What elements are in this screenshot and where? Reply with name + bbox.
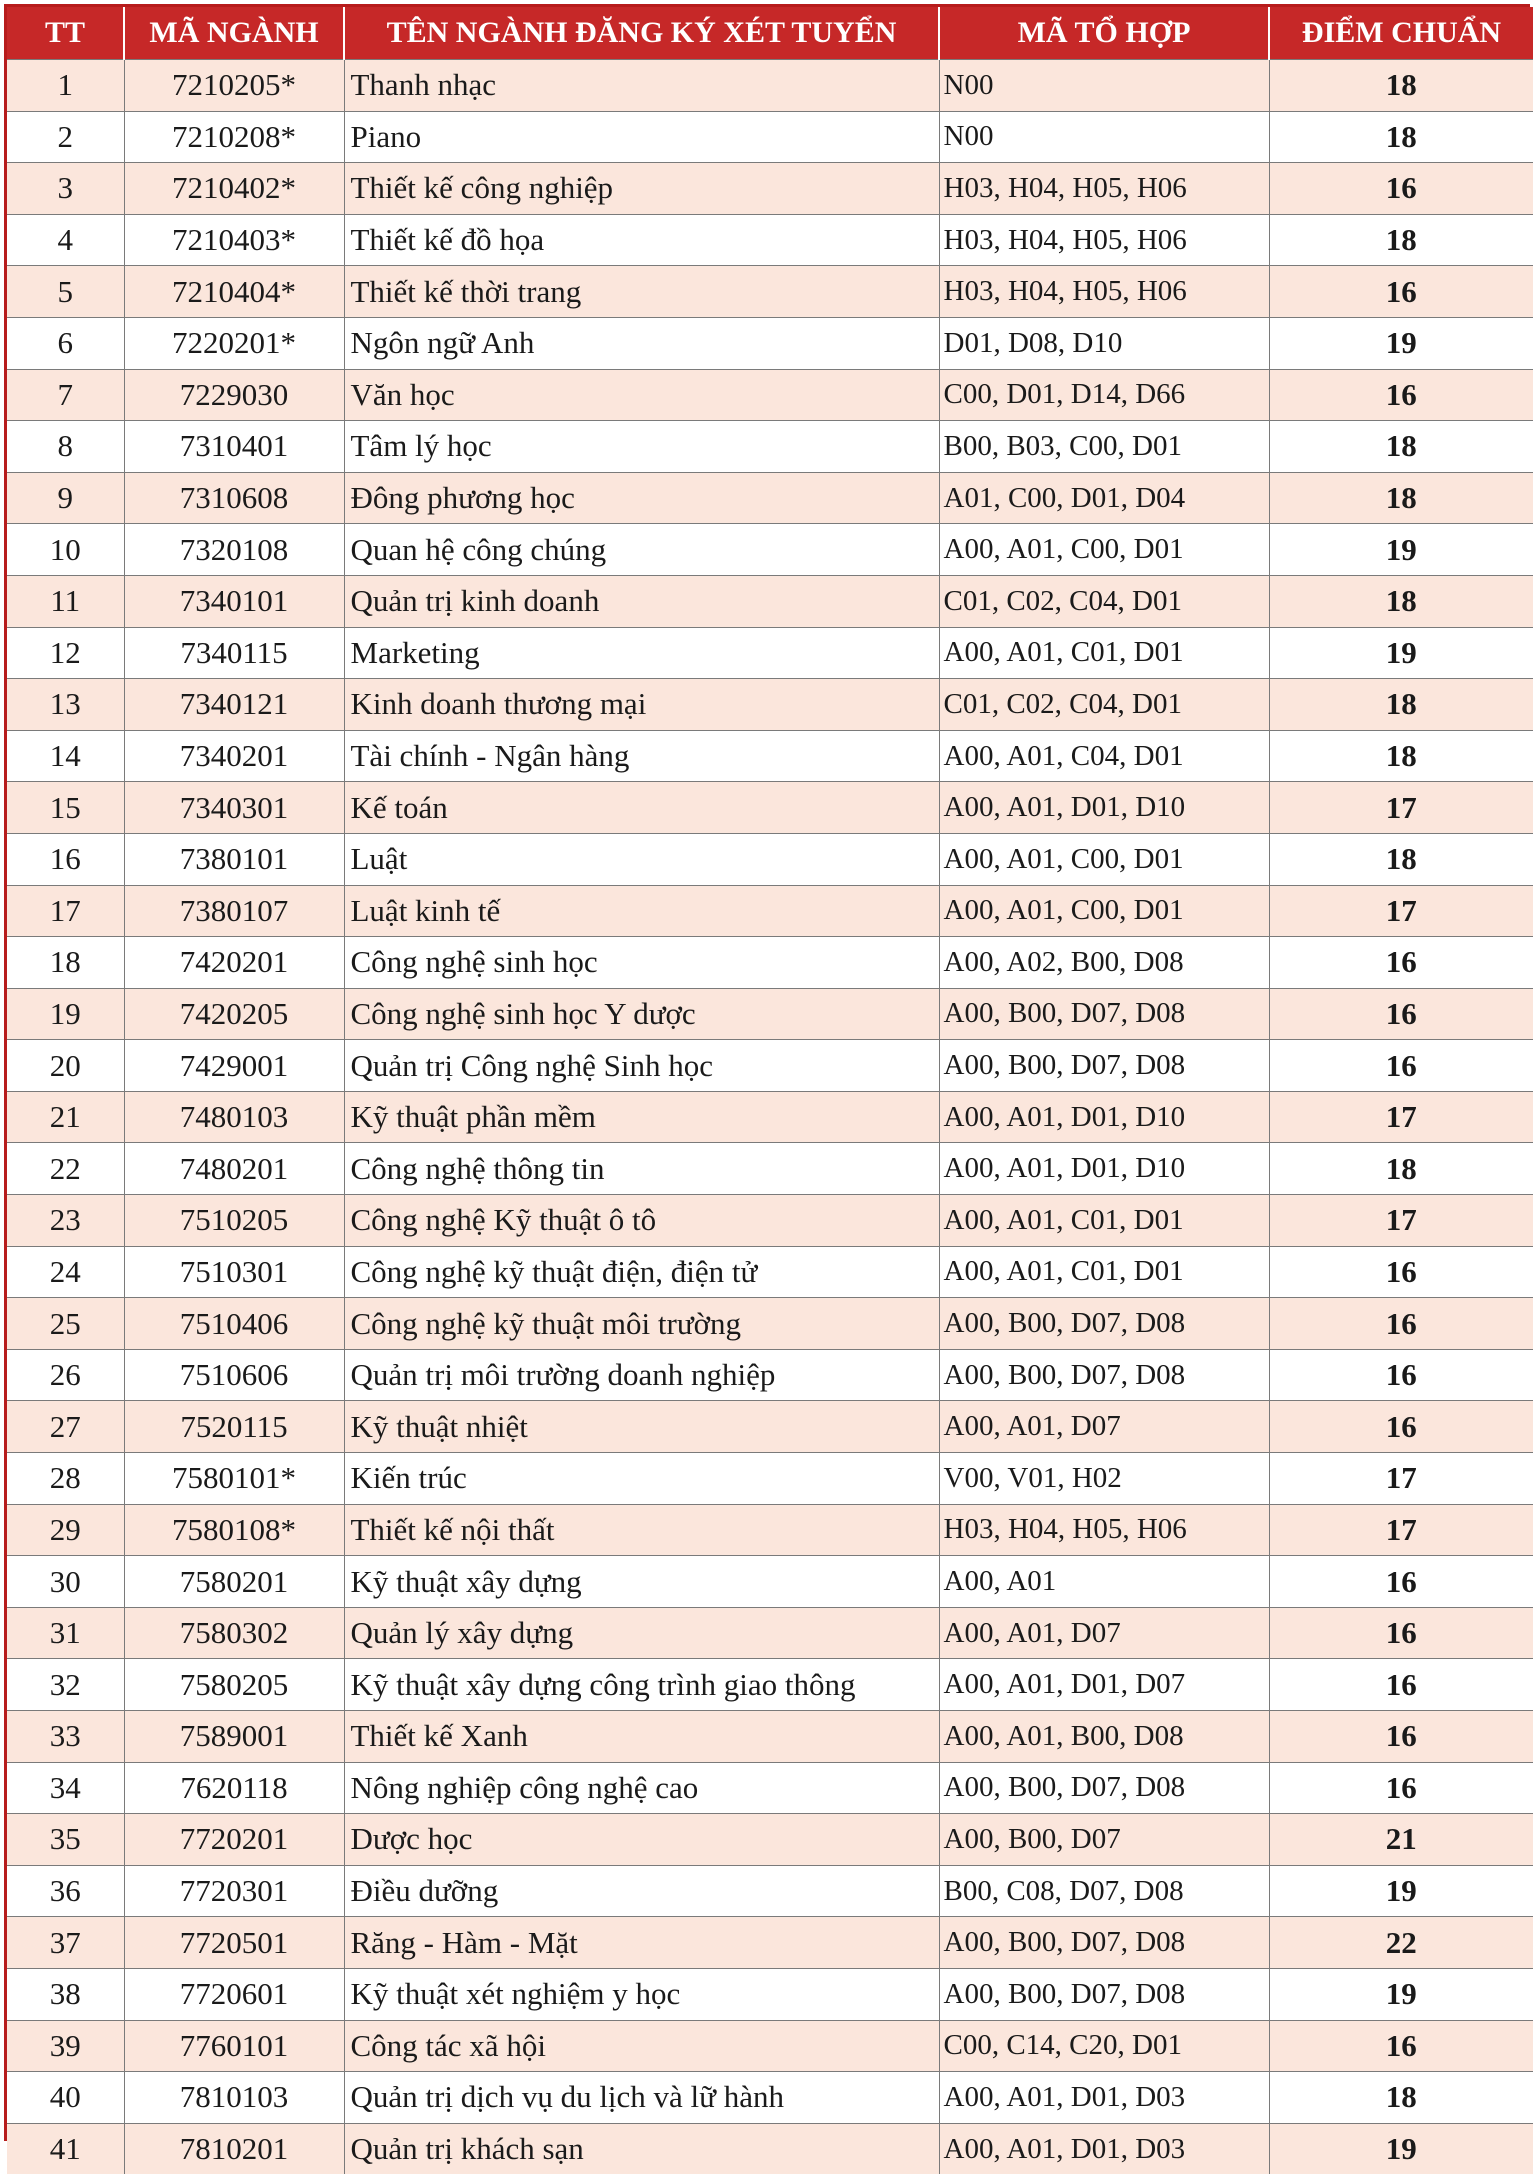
- cell-benchmark-score: 17: [1269, 1453, 1533, 1505]
- cell-major-code: 7720601: [124, 1968, 344, 2020]
- cell-major-code: 7429001: [124, 1040, 344, 1092]
- cell-combination-code: A00, A01, D07: [939, 1401, 1269, 1453]
- table-row: [7, 111, 1533, 163]
- cell-major-code: 7340121: [124, 679, 344, 731]
- cell-benchmark-score: 16: [1269, 1607, 1533, 1659]
- cell-combination-code: A00, A01: [939, 1556, 1269, 1608]
- cell-combination-code: A00, A01, C04, D01: [939, 730, 1269, 782]
- cell-major-code: 7720501: [124, 1917, 344, 1969]
- cell-combination-code: C01, C02, C04, D01: [939, 575, 1269, 627]
- header-major-code: MÃ NGÀNH: [124, 7, 344, 60]
- table-row: [7, 1814, 1533, 1866]
- cell-benchmark-score: 16: [1269, 1659, 1533, 1711]
- cell-combination-code: A00, B00, D07, D08: [939, 1917, 1269, 1969]
- cell-combination-code: A00, A01, C01, D01: [939, 1246, 1269, 1298]
- cell-major-name: Luật kinh tế: [344, 885, 939, 937]
- table-row: [7, 2072, 1533, 2124]
- cell-tt: 4: [7, 214, 124, 266]
- cell-major-name: Điều dưỡng: [344, 1865, 939, 1917]
- cell-benchmark-score: 16: [1269, 1401, 1533, 1453]
- table-row: [7, 2020, 1533, 2072]
- cell-benchmark-score: 19: [1269, 2123, 1533, 2174]
- cell-combination-code: H03, H04, H05, H06: [939, 163, 1269, 215]
- table-row: [7, 1195, 1533, 1247]
- cell-combination-code: A00, B00, D07, D08: [939, 1298, 1269, 1350]
- cell-combination-code: N00: [939, 111, 1269, 163]
- cell-benchmark-score: 17: [1269, 1091, 1533, 1143]
- cell-tt: 28: [7, 1453, 124, 1505]
- cell-major-name: Kỹ thuật xét nghiệm y học: [344, 1968, 939, 2020]
- cell-benchmark-score: 17: [1269, 1504, 1533, 1556]
- cell-tt: 7: [7, 369, 124, 421]
- table-row: [7, 575, 1533, 627]
- table-row: [7, 1298, 1533, 1350]
- cell-major-name: Tâm lý học: [344, 421, 939, 473]
- cell-benchmark-score: 18: [1269, 214, 1533, 266]
- table-row: [7, 1401, 1533, 1453]
- cell-major-code: 7340115: [124, 627, 344, 679]
- cell-combination-code: A00, A01, D01, D03: [939, 2123, 1269, 2174]
- admission-table-frame: [4, 4, 1530, 2141]
- cell-benchmark-score: 16: [1269, 2020, 1533, 2072]
- cell-tt: 10: [7, 524, 124, 576]
- cell-combination-code: C01, C02, C04, D01: [939, 679, 1269, 731]
- cell-tt: 23: [7, 1195, 124, 1247]
- cell-tt: 16: [7, 833, 124, 885]
- cell-combination-code: A00, A01, D01, D07: [939, 1659, 1269, 1711]
- cell-major-name: Piano: [344, 111, 939, 163]
- table-row: [7, 266, 1533, 318]
- table-row: [7, 679, 1533, 731]
- cell-major-name: Răng - Hàm - Mặt: [344, 1917, 939, 1969]
- table-row: [7, 1607, 1533, 1659]
- cell-major-code: 7720201: [124, 1814, 344, 1866]
- table-row: [7, 730, 1533, 782]
- cell-major-name: Văn học: [344, 369, 939, 421]
- cell-major-name: Thiết kế công nghiệp: [344, 163, 939, 215]
- table-row: [7, 833, 1533, 885]
- cell-combination-code: H03, H04, H05, H06: [939, 1504, 1269, 1556]
- cell-major-name: Quản trị môi trường doanh nghiệp: [344, 1349, 939, 1401]
- cell-combination-code: A00, A01, C00, D01: [939, 833, 1269, 885]
- cell-major-code: 7210208*: [124, 111, 344, 163]
- cell-major-code: 7229030: [124, 369, 344, 421]
- cell-tt: 24: [7, 1246, 124, 1298]
- cell-major-code: 7620118: [124, 1762, 344, 1814]
- cell-tt: 38: [7, 1968, 124, 2020]
- cell-major-name: Nông nghiệp công nghệ cao: [344, 1762, 939, 1814]
- cell-combination-code: C00, C14, C20, D01: [939, 2020, 1269, 2072]
- cell-tt: 27: [7, 1401, 124, 1453]
- cell-major-name: Thiết kế nội thất: [344, 1504, 939, 1556]
- cell-tt: 8: [7, 421, 124, 473]
- cell-major-name: Quản trị khách sạn: [344, 2123, 939, 2174]
- cell-tt: 18: [7, 937, 124, 989]
- cell-major-name: Thiết kế thời trang: [344, 266, 939, 318]
- cell-benchmark-score: 18: [1269, 1143, 1533, 1195]
- cell-major-name: Công tác xã hội: [344, 2020, 939, 2072]
- cell-tt: 20: [7, 1040, 124, 1092]
- cell-combination-code: A00, A01, C00, D01: [939, 524, 1269, 576]
- table-row: [7, 1143, 1533, 1195]
- cell-major-code: 7589001: [124, 1711, 344, 1763]
- cell-major-code: 7480103: [124, 1091, 344, 1143]
- cell-benchmark-score: 16: [1269, 1298, 1533, 1350]
- cell-major-name: Tài chính - Ngân hàng: [344, 730, 939, 782]
- cell-major-code: 7510606: [124, 1349, 344, 1401]
- cell-combination-code: A01, C00, D01, D04: [939, 472, 1269, 524]
- table-row: [7, 937, 1533, 989]
- cell-tt: 9: [7, 472, 124, 524]
- table-row: [7, 1659, 1533, 1711]
- table-row: [7, 1968, 1533, 2020]
- cell-benchmark-score: 16: [1269, 937, 1533, 989]
- cell-major-name: Quản trị kinh doanh: [344, 575, 939, 627]
- cell-major-code: 7510406: [124, 1298, 344, 1350]
- cell-combination-code: A00, A01, D07: [939, 1607, 1269, 1659]
- cell-combination-code: A00, A01, D01, D10: [939, 1143, 1269, 1195]
- cell-major-name: Công nghệ kỹ thuật môi trường: [344, 1298, 939, 1350]
- cell-major-code: 7580108*: [124, 1504, 344, 1556]
- cell-combination-code: N00: [939, 60, 1269, 112]
- cell-combination-code: H03, H04, H05, H06: [939, 214, 1269, 266]
- table-row: [7, 317, 1533, 369]
- cell-benchmark-score: 17: [1269, 1195, 1533, 1247]
- table-row: [7, 421, 1533, 473]
- table-row: [7, 524, 1533, 576]
- cell-major-name: Kiến trúc: [344, 1453, 939, 1505]
- cell-major-code: 7580205: [124, 1659, 344, 1711]
- cell-tt: 32: [7, 1659, 124, 1711]
- table-row: [7, 627, 1533, 679]
- cell-tt: 13: [7, 679, 124, 731]
- cell-tt: 1: [7, 60, 124, 112]
- cell-combination-code: A00, A01, D01, D10: [939, 782, 1269, 834]
- cell-major-name: Công nghệ sinh học: [344, 937, 939, 989]
- cell-tt: 30: [7, 1556, 124, 1608]
- cell-benchmark-score: 19: [1269, 1865, 1533, 1917]
- cell-tt: 5: [7, 266, 124, 318]
- cell-combination-code: A00, A01, B00, D08: [939, 1711, 1269, 1763]
- cell-major-code: 7810103: [124, 2072, 344, 2124]
- cell-benchmark-score: 19: [1269, 1968, 1533, 2020]
- cell-major-name: Thiết kế Xanh: [344, 1711, 939, 1763]
- cell-tt: 34: [7, 1762, 124, 1814]
- cell-tt: 37: [7, 1917, 124, 1969]
- cell-benchmark-score: 16: [1269, 266, 1533, 318]
- table-row: [7, 1711, 1533, 1763]
- cell-major-name: Công nghệ kỹ thuật điện, điện tử: [344, 1246, 939, 1298]
- cell-tt: 21: [7, 1091, 124, 1143]
- table-row: [7, 1917, 1533, 1969]
- cell-tt: 36: [7, 1865, 124, 1917]
- table-row: [7, 1040, 1533, 1092]
- table-row: [7, 369, 1533, 421]
- cell-benchmark-score: 18: [1269, 421, 1533, 473]
- cell-combination-code: A00, B00, D07, D08: [939, 1762, 1269, 1814]
- cell-benchmark-score: 18: [1269, 111, 1533, 163]
- cell-combination-code: A00, A01, C01, D01: [939, 627, 1269, 679]
- cell-tt: 29: [7, 1504, 124, 1556]
- cell-combination-code: A00, A01, D01, D03: [939, 2072, 1269, 2124]
- table-body: [7, 60, 1533, 2174]
- cell-combination-code: A00, A02, B00, D08: [939, 937, 1269, 989]
- cell-major-code: 7320108: [124, 524, 344, 576]
- cell-tt: 41: [7, 2123, 124, 2174]
- cell-tt: 26: [7, 1349, 124, 1401]
- cell-benchmark-score: 19: [1269, 627, 1533, 679]
- cell-tt: 11: [7, 575, 124, 627]
- cell-benchmark-score: 16: [1269, 988, 1533, 1040]
- cell-major-name: Kỹ thuật nhiệt: [344, 1401, 939, 1453]
- cell-tt: 22: [7, 1143, 124, 1195]
- cell-major-code: 7340101: [124, 575, 344, 627]
- cell-benchmark-score: 16: [1269, 1349, 1533, 1401]
- cell-tt: 25: [7, 1298, 124, 1350]
- cell-tt: 15: [7, 782, 124, 834]
- cell-major-code: 7480201: [124, 1143, 344, 1195]
- cell-benchmark-score: 18: [1269, 575, 1533, 627]
- cell-major-code: 7380107: [124, 885, 344, 937]
- table-row: [7, 214, 1533, 266]
- cell-benchmark-score: 16: [1269, 1762, 1533, 1814]
- cell-major-code: 7380101: [124, 833, 344, 885]
- table-row: [7, 782, 1533, 834]
- cell-major-name: Kinh doanh thương mại: [344, 679, 939, 731]
- cell-tt: 35: [7, 1814, 124, 1866]
- cell-benchmark-score: 16: [1269, 1556, 1533, 1608]
- table-row: [7, 1865, 1533, 1917]
- cell-major-code: 7210205*: [124, 60, 344, 112]
- cell-combination-code: A00, B00, D07, D08: [939, 1968, 1269, 2020]
- header-major-name: TÊN NGÀNH ĐĂNG KÝ XÉT TUYỂN: [344, 7, 939, 60]
- header-tt: TT: [7, 7, 124, 60]
- header-combination-code: MÃ TỔ HỢP: [939, 7, 1269, 60]
- table-row: [7, 163, 1533, 215]
- header-benchmark-score: ĐIỂM CHUẨN: [1269, 7, 1533, 60]
- cell-major-name: Thanh nhạc: [344, 60, 939, 112]
- cell-combination-code: A00, A01, C00, D01: [939, 885, 1269, 937]
- cell-major-name: Quan hệ công chúng: [344, 524, 939, 576]
- cell-combination-code: A00, B00, D07: [939, 1814, 1269, 1866]
- cell-major-code: 7520115: [124, 1401, 344, 1453]
- cell-benchmark-score: 18: [1269, 679, 1533, 731]
- cell-tt: 3: [7, 163, 124, 215]
- cell-major-name: Quản trị Công nghệ Sinh học: [344, 1040, 939, 1092]
- table-row: [7, 60, 1533, 112]
- cell-major-code: 7580101*: [124, 1453, 344, 1505]
- cell-major-code: 7340301: [124, 782, 344, 834]
- cell-combination-code: A00, B00, D07, D08: [939, 988, 1269, 1040]
- cell-tt: 19: [7, 988, 124, 1040]
- cell-major-code: 7510301: [124, 1246, 344, 1298]
- cell-benchmark-score: 16: [1269, 163, 1533, 215]
- cell-combination-code: A00, A01, C01, D01: [939, 1195, 1269, 1247]
- cell-major-name: Quản lý xây dựng: [344, 1607, 939, 1659]
- cell-major-name: Đông phương học: [344, 472, 939, 524]
- cell-major-name: Công nghệ Kỹ thuật ô tô: [344, 1195, 939, 1247]
- cell-major-name: Luật: [344, 833, 939, 885]
- cell-tt: 39: [7, 2020, 124, 2072]
- table-row: [7, 885, 1533, 937]
- table-row: [7, 1762, 1533, 1814]
- cell-major-code: 7220201*: [124, 317, 344, 369]
- cell-major-code: 7210402*: [124, 163, 344, 215]
- table-row: [7, 1349, 1533, 1401]
- cell-major-name: Thiết kế đồ họa: [344, 214, 939, 266]
- cell-major-name: Dược học: [344, 1814, 939, 1866]
- cell-benchmark-score: 19: [1269, 524, 1533, 576]
- cell-benchmark-score: 18: [1269, 2072, 1533, 2124]
- table-row: [7, 1246, 1533, 1298]
- table-row: [7, 1504, 1533, 1556]
- cell-major-code: 7580302: [124, 1607, 344, 1659]
- cell-benchmark-score: 16: [1269, 1040, 1533, 1092]
- cell-major-name: Quản trị dịch vụ du lịch và lữ hành: [344, 2072, 939, 2124]
- cell-benchmark-score: 18: [1269, 730, 1533, 782]
- cell-major-name: Ngôn ngữ Anh: [344, 317, 939, 369]
- table-row: [7, 1556, 1533, 1608]
- cell-combination-code: A00, A01, D01, D10: [939, 1091, 1269, 1143]
- header-row: [7, 7, 1533, 60]
- table-row: [7, 472, 1533, 524]
- cell-combination-code: B00, B03, C00, D01: [939, 421, 1269, 473]
- cell-tt: 31: [7, 1607, 124, 1659]
- cell-combination-code: D01, D08, D10: [939, 317, 1269, 369]
- table-row: [7, 1091, 1533, 1143]
- table-row: [7, 1453, 1533, 1505]
- cell-major-name: Kế toán: [344, 782, 939, 834]
- cell-benchmark-score: 16: [1269, 1246, 1533, 1298]
- cell-major-code: 7420201: [124, 937, 344, 989]
- cell-major-code: 7510205: [124, 1195, 344, 1247]
- cell-major-code: 7340201: [124, 730, 344, 782]
- cell-major-name: Công nghệ thông tin: [344, 1143, 939, 1195]
- cell-major-code: 7810201: [124, 2123, 344, 2174]
- cell-combination-code: A00, B00, D07, D08: [939, 1349, 1269, 1401]
- cell-benchmark-score: 16: [1269, 369, 1533, 421]
- cell-major-code: 7580201: [124, 1556, 344, 1608]
- cell-benchmark-score: 19: [1269, 317, 1533, 369]
- cell-major-code: 7210403*: [124, 214, 344, 266]
- cell-major-name: Marketing: [344, 627, 939, 679]
- cell-combination-code: B00, C08, D07, D08: [939, 1865, 1269, 1917]
- cell-benchmark-score: 21: [1269, 1814, 1533, 1866]
- cell-tt: 2: [7, 111, 124, 163]
- cell-major-name: Kỹ thuật xây dựng: [344, 1556, 939, 1608]
- cell-tt: 33: [7, 1711, 124, 1763]
- cell-tt: 12: [7, 627, 124, 679]
- cell-major-name: Kỹ thuật phần mềm: [344, 1091, 939, 1143]
- cell-tt: 6: [7, 317, 124, 369]
- admission-score-table: [7, 7, 1533, 2174]
- table-row: [7, 988, 1533, 1040]
- cell-combination-code: C00, D01, D14, D66: [939, 369, 1269, 421]
- table-header: [7, 7, 1533, 60]
- cell-major-code: 7420205: [124, 988, 344, 1040]
- cell-benchmark-score: 16: [1269, 1711, 1533, 1763]
- cell-major-code: 7760101: [124, 2020, 344, 2072]
- cell-benchmark-score: 22: [1269, 1917, 1533, 1969]
- cell-combination-code: H03, H04, H05, H06: [939, 266, 1269, 318]
- cell-tt: 17: [7, 885, 124, 937]
- cell-tt: 40: [7, 2072, 124, 2124]
- cell-major-name: Kỹ thuật xây dựng công trình giao thông: [344, 1659, 939, 1711]
- cell-major-code: 7310608: [124, 472, 344, 524]
- cell-major-code: 7310401: [124, 421, 344, 473]
- cell-tt: 14: [7, 730, 124, 782]
- cell-benchmark-score: 17: [1269, 782, 1533, 834]
- cell-combination-code: V00, V01, H02: [939, 1453, 1269, 1505]
- cell-benchmark-score: 18: [1269, 833, 1533, 885]
- cell-benchmark-score: 18: [1269, 60, 1533, 112]
- cell-benchmark-score: 18: [1269, 472, 1533, 524]
- table-row: [7, 2123, 1533, 2174]
- cell-major-code: 7720301: [124, 1865, 344, 1917]
- cell-benchmark-score: 17: [1269, 885, 1533, 937]
- cell-combination-code: A00, B00, D07, D08: [939, 1040, 1269, 1092]
- cell-major-code: 7210404*: [124, 266, 344, 318]
- cell-major-name: Công nghệ sinh học Y dược: [344, 988, 939, 1040]
